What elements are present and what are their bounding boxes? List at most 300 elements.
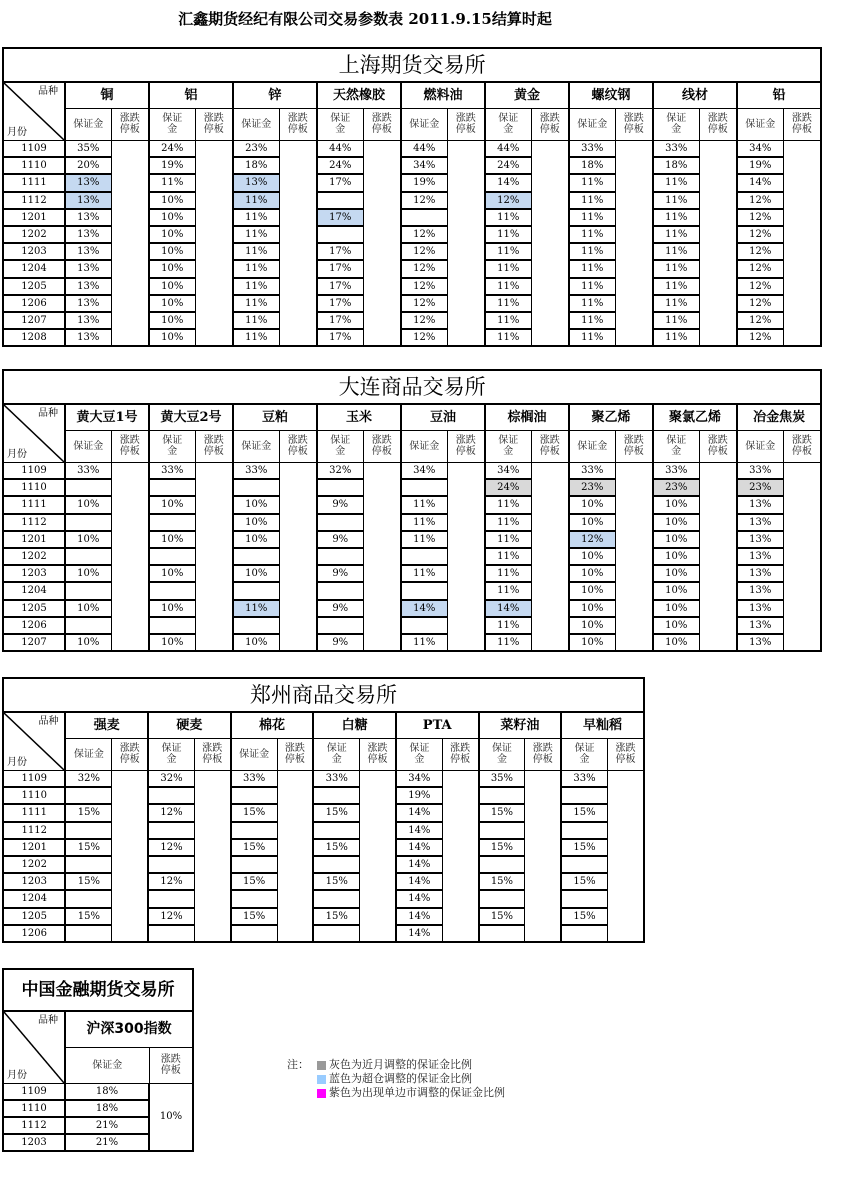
limit-cell xyxy=(783,295,821,312)
margin-cell xyxy=(65,856,111,873)
margin-cell: 14% xyxy=(737,174,783,191)
table-row xyxy=(3,565,821,582)
table-row xyxy=(3,312,821,329)
margin-cell: 10% xyxy=(569,582,615,599)
limit-cell xyxy=(112,804,148,821)
margin-cell: 15% xyxy=(231,873,277,890)
margin-cell: 19% xyxy=(396,787,442,804)
margin-cell: 12% xyxy=(401,312,447,329)
margin-cell: 11% xyxy=(569,209,615,226)
margin-header: 保证金 xyxy=(233,430,279,462)
limit-cell xyxy=(699,634,737,651)
limit-cell xyxy=(279,260,317,277)
margin-cell xyxy=(231,787,277,804)
table-row xyxy=(3,329,821,346)
margin-cell: 11% xyxy=(569,260,615,277)
limit-cell xyxy=(360,925,396,942)
limit-cell xyxy=(699,312,737,329)
margin-cell: 9% xyxy=(317,496,363,513)
limit-cell xyxy=(277,804,313,821)
month-cell: 1110 xyxy=(3,157,65,174)
margin-cell: 11% xyxy=(653,192,699,209)
limit-cell xyxy=(194,822,230,839)
limit-cell xyxy=(194,856,230,873)
product-header: 豆油 xyxy=(401,404,485,430)
limit-cell xyxy=(363,260,401,277)
limit-cell xyxy=(607,770,644,787)
table-row xyxy=(3,925,644,942)
margin-cell: 11% xyxy=(569,278,615,295)
margin-cell: 32% xyxy=(65,770,111,787)
margin-cell: 11% xyxy=(485,329,531,346)
limit-cell xyxy=(531,140,569,157)
margin-cell: 11% xyxy=(485,496,531,513)
limit-cell xyxy=(525,804,561,821)
limit-cell xyxy=(531,192,569,209)
margin-cell: 17% xyxy=(317,209,363,226)
margin-cell: 10% xyxy=(653,582,699,599)
margin-cell: 15% xyxy=(561,908,607,925)
limit-cell xyxy=(363,329,401,346)
product-header: 沪深300指数 xyxy=(65,1011,193,1047)
margin-cell: 11% xyxy=(233,312,279,329)
margin-cell xyxy=(149,479,195,496)
corner-product-label: 品种 xyxy=(38,1015,58,1026)
margin-header: 保证 金 xyxy=(653,108,699,140)
limit-header: 涨跌 停板 xyxy=(531,108,569,140)
limit-cell xyxy=(699,496,737,513)
limit-cell xyxy=(111,192,149,209)
margin-cell: 15% xyxy=(479,804,525,821)
month-cell: 1205 xyxy=(3,908,65,925)
margin-header: 保证 金 xyxy=(149,430,195,462)
limit-cell xyxy=(195,582,233,599)
margin-cell: 17% xyxy=(317,312,363,329)
limit-header: 涨跌 停板 xyxy=(112,738,148,770)
limit-cell xyxy=(360,787,396,804)
limit-cell xyxy=(447,157,485,174)
limit-cell xyxy=(277,908,313,925)
month-cell: 1204 xyxy=(3,582,65,599)
limit-cell xyxy=(615,617,653,634)
margin-cell: 12% xyxy=(401,295,447,312)
margin-cell: 11% xyxy=(401,496,447,513)
limit-header: 涨跌 停板 xyxy=(442,738,478,770)
month-cell: 1112 xyxy=(3,822,65,839)
limit-cell xyxy=(447,312,485,329)
limit-cell xyxy=(111,209,149,226)
margin-cell: 18% xyxy=(569,157,615,174)
limit-cell xyxy=(531,278,569,295)
limit-cell xyxy=(783,479,821,496)
corner-month-label: 月份 xyxy=(7,448,27,460)
limit-header: 涨跌 停板 xyxy=(195,430,233,462)
table-row xyxy=(3,908,644,925)
exchange-name: 中国金融期货交易所 xyxy=(3,969,193,1011)
margin-cell: 13% xyxy=(737,565,783,582)
limit-cell xyxy=(279,531,317,548)
margin-cell: 11% xyxy=(233,278,279,295)
product-header: 硬麦 xyxy=(148,712,231,738)
limit-cell xyxy=(111,174,149,191)
limit-cell xyxy=(699,582,737,599)
limit-cell xyxy=(447,496,485,513)
margin-cell: 10% xyxy=(149,295,195,312)
limit-cell xyxy=(277,856,313,873)
limit-cell xyxy=(363,479,401,496)
margin-cell: 10% xyxy=(653,600,699,617)
limit-cell xyxy=(615,634,653,651)
limit-cell xyxy=(112,770,148,787)
margin-cell: 11% xyxy=(569,226,615,243)
margin-cell: 11% xyxy=(485,243,531,260)
limit-header: 涨跌 停板 xyxy=(111,108,149,140)
month-cell: 1111 xyxy=(3,174,65,191)
limit-cell xyxy=(615,243,653,260)
limit-cell xyxy=(111,600,149,617)
corner-product-label: 品种 xyxy=(38,716,59,727)
margin-cell: 15% xyxy=(65,908,111,925)
limit-cell xyxy=(112,822,148,839)
limit-cell xyxy=(363,174,401,191)
margin-cell xyxy=(65,822,111,839)
limit-cell xyxy=(195,479,233,496)
margin-cell xyxy=(231,890,277,907)
limit-header: 涨跌 停板 xyxy=(615,108,653,140)
limit-cell xyxy=(615,174,653,191)
margin-cell: 13% xyxy=(65,312,111,329)
product-header: 天然橡胶 xyxy=(317,82,401,108)
table-row xyxy=(3,140,821,157)
limit-cell xyxy=(699,565,737,582)
limit-cell xyxy=(783,634,821,651)
limit-cell xyxy=(615,496,653,513)
limit-cell xyxy=(525,908,561,925)
limit-cell xyxy=(194,839,230,856)
table-row xyxy=(3,260,821,277)
product-header: 螺纹钢 xyxy=(569,82,653,108)
margin-header: 保证金 xyxy=(65,1047,149,1083)
margin-cell: 24% xyxy=(317,157,363,174)
margin-cell: 12% xyxy=(737,192,783,209)
limit-cell xyxy=(615,312,653,329)
limit-cell xyxy=(447,260,485,277)
limit-header: 涨跌 停板 xyxy=(363,108,401,140)
limit-header: 涨跌 停板 xyxy=(699,430,737,462)
limit-cell xyxy=(195,514,233,531)
limit-cell xyxy=(279,243,317,260)
limit-cell xyxy=(531,295,569,312)
margin-cell xyxy=(149,617,195,634)
limit-cell xyxy=(447,617,485,634)
margin-cell: 11% xyxy=(569,243,615,260)
margin-cell: 12% xyxy=(737,226,783,243)
limit-cell xyxy=(442,873,478,890)
margin-cell: 11% xyxy=(653,260,699,277)
limit-cell xyxy=(531,174,569,191)
limit-cell xyxy=(363,157,401,174)
limit-cell xyxy=(111,278,149,295)
limit-cell xyxy=(447,479,485,496)
limit-cell xyxy=(531,462,569,479)
margin-cell xyxy=(233,582,279,599)
limit-cell xyxy=(783,548,821,565)
margin-cell: 11% xyxy=(569,295,615,312)
month-cell: 1203 xyxy=(3,1134,65,1151)
margin-header: 保证金 xyxy=(65,430,111,462)
limit-header: 涨跌 停板 xyxy=(279,108,317,140)
margin-cell: 12% xyxy=(737,295,783,312)
limit-cell xyxy=(442,839,478,856)
limit-cell xyxy=(607,925,644,942)
margin-cell: 12% xyxy=(401,192,447,209)
limit-cell xyxy=(447,329,485,346)
limit-cell xyxy=(111,548,149,565)
limit-cell xyxy=(279,479,317,496)
limit-cell xyxy=(111,617,149,634)
margin-cell: 17% xyxy=(317,174,363,191)
margin-cell xyxy=(65,890,111,907)
table-row xyxy=(3,804,644,821)
margin-cell: 10% xyxy=(149,531,195,548)
margin-cell: 19% xyxy=(737,157,783,174)
margin-cell: 33% xyxy=(313,770,359,787)
limit-cell xyxy=(699,260,737,277)
limit-cell xyxy=(363,548,401,565)
limit-cell xyxy=(783,157,821,174)
margin-cell: 11% xyxy=(485,226,531,243)
limit-cell xyxy=(699,295,737,312)
limit-header: 涨跌 停板 xyxy=(525,738,561,770)
margin-cell: 11% xyxy=(485,634,531,651)
margin-cell: 13% xyxy=(65,278,111,295)
limit-header: 涨跌 停板 xyxy=(277,738,313,770)
limit-header: 涨跌 停板 xyxy=(699,108,737,140)
limit-header: 涨跌 停板 xyxy=(149,1047,193,1083)
limit-cell xyxy=(279,565,317,582)
margin-cell: 10% xyxy=(569,548,615,565)
table-row xyxy=(3,873,644,890)
limit-cell xyxy=(615,462,653,479)
margin-cell: 11% xyxy=(401,531,447,548)
margin-cell: 11% xyxy=(485,260,531,277)
margin-cell: 21% xyxy=(65,1134,149,1151)
limit-cell xyxy=(195,226,233,243)
margin-cell: 10% xyxy=(233,496,279,513)
limit-cell xyxy=(195,209,233,226)
margin-header: 保证金 xyxy=(233,108,279,140)
limit-cell xyxy=(525,839,561,856)
margin-cell: 12% xyxy=(737,312,783,329)
limit-cell xyxy=(615,157,653,174)
margin-cell xyxy=(149,514,195,531)
exchange-name: 上海期货交易所 xyxy=(3,48,821,82)
limit-cell xyxy=(363,582,401,599)
limit-cell xyxy=(607,822,644,839)
limit-cell xyxy=(360,908,396,925)
limit-cell xyxy=(447,462,485,479)
limit-cell xyxy=(447,600,485,617)
margin-cell: 15% xyxy=(313,804,359,821)
month-cell: 1201 xyxy=(3,531,65,548)
product-header: 玉米 xyxy=(317,404,401,430)
margin-cell: 11% xyxy=(653,329,699,346)
limit-cell xyxy=(525,925,561,942)
limit-cell xyxy=(111,260,149,277)
limit-cell xyxy=(363,312,401,329)
limit-cell xyxy=(699,174,737,191)
limit-cell xyxy=(531,600,569,617)
limit-cell xyxy=(111,157,149,174)
limit-header: 涨跌 停板 xyxy=(783,108,821,140)
margin-cell: 10% xyxy=(569,565,615,582)
limit-cell xyxy=(442,856,478,873)
product-header: 线材 xyxy=(653,82,737,108)
czce-table xyxy=(2,677,645,943)
purple-swatch-icon xyxy=(317,1089,326,1098)
margin-cell xyxy=(317,192,363,209)
limit-cell xyxy=(783,462,821,479)
exchange-name: 郑州商品交易所 xyxy=(3,678,644,712)
limit-header: 涨跌 停板 xyxy=(447,430,485,462)
margin-cell: 13% xyxy=(65,329,111,346)
margin-cell: 9% xyxy=(317,600,363,617)
limit-cell xyxy=(279,582,317,599)
limit-cell xyxy=(277,925,313,942)
margin-cell: 11% xyxy=(485,209,531,226)
margin-cell: 15% xyxy=(65,873,111,890)
margin-cell: 10% xyxy=(65,531,111,548)
limit-cell xyxy=(360,804,396,821)
table-row xyxy=(3,839,644,856)
margin-cell: 11% xyxy=(485,295,531,312)
margin-cell: 11% xyxy=(485,565,531,582)
limit-cell xyxy=(195,260,233,277)
limit-cell xyxy=(279,209,317,226)
margin-cell: 15% xyxy=(65,839,111,856)
table-row xyxy=(3,226,821,243)
margin-cell: 9% xyxy=(317,634,363,651)
month-cell: 1206 xyxy=(3,295,65,312)
limit-cell xyxy=(442,770,478,787)
limit-cell xyxy=(442,804,478,821)
margin-cell xyxy=(148,822,194,839)
margin-cell: 34% xyxy=(401,462,447,479)
margin-cell xyxy=(148,925,194,942)
margin-cell xyxy=(317,548,363,565)
margin-cell xyxy=(65,514,111,531)
limit-cell xyxy=(363,514,401,531)
limit-cell xyxy=(111,295,149,312)
margin-cell: 10% xyxy=(149,243,195,260)
margin-cell: 44% xyxy=(317,140,363,157)
month-cell: 1112 xyxy=(3,192,65,209)
margin-cell: 32% xyxy=(148,770,194,787)
margin-cell: 18% xyxy=(65,1100,149,1117)
margin-cell: 14% xyxy=(396,873,442,890)
limit-cell xyxy=(195,462,233,479)
margin-cell: 33% xyxy=(561,770,607,787)
limit-cell xyxy=(363,278,401,295)
table-row xyxy=(3,582,821,599)
margin-cell: 13% xyxy=(65,174,111,191)
dce-table xyxy=(2,369,822,652)
limit-cell xyxy=(111,582,149,599)
margin-cell: 24% xyxy=(149,140,195,157)
margin-cell: 15% xyxy=(231,839,277,856)
margin-cell: 11% xyxy=(653,312,699,329)
limit-cell xyxy=(279,548,317,565)
month-cell: 1201 xyxy=(3,839,65,856)
product-header: 黄大豆2号 xyxy=(149,404,233,430)
limit-header: 涨跌 停板 xyxy=(607,738,644,770)
limit-cell xyxy=(531,226,569,243)
margin-cell: 10% xyxy=(569,617,615,634)
limit-cell xyxy=(195,243,233,260)
limit-cell xyxy=(277,839,313,856)
margin-cell xyxy=(401,548,447,565)
month-cell: 1112 xyxy=(3,514,65,531)
margin-cell: 13% xyxy=(737,600,783,617)
margin-cell xyxy=(479,856,525,873)
corner-header xyxy=(3,404,65,462)
limit-cell xyxy=(447,140,485,157)
margin-cell: 13% xyxy=(737,582,783,599)
limit-cell xyxy=(699,329,737,346)
limit-cell xyxy=(615,548,653,565)
margin-cell: 14% xyxy=(396,925,442,942)
limit-cell xyxy=(783,531,821,548)
margin-header: 保证 金 xyxy=(479,738,525,770)
limit-header: 涨跌 停板 xyxy=(615,430,653,462)
table-row xyxy=(3,617,821,634)
margin-cell: 14% xyxy=(396,804,442,821)
margin-cell xyxy=(233,479,279,496)
limit-cell xyxy=(615,192,653,209)
limit-cell xyxy=(615,209,653,226)
note-text: 蓝色为超仓调整的保证金比例 xyxy=(329,1072,472,1085)
limit-cell xyxy=(783,140,821,157)
margin-cell: 10% xyxy=(149,496,195,513)
margin-cell xyxy=(65,548,111,565)
product-header: 冶金焦炭 xyxy=(737,404,821,430)
limit-cell xyxy=(447,278,485,295)
legend-notes xyxy=(287,1058,505,1100)
limit-cell xyxy=(699,514,737,531)
margin-cell: 11% xyxy=(653,243,699,260)
limit-cell xyxy=(783,514,821,531)
month-cell: 1207 xyxy=(3,312,65,329)
limit-cell xyxy=(531,260,569,277)
limit-cell xyxy=(111,329,149,346)
limit-cell xyxy=(783,209,821,226)
limit-cell xyxy=(447,243,485,260)
limit-cell xyxy=(194,804,230,821)
blue-swatch-icon xyxy=(317,1075,326,1084)
margin-cell: 15% xyxy=(561,804,607,821)
limit-cell xyxy=(615,514,653,531)
month-cell: 1110 xyxy=(3,787,65,804)
limit-cell xyxy=(607,908,644,925)
margin-cell: 10% xyxy=(65,600,111,617)
limit-cell xyxy=(195,329,233,346)
margin-cell xyxy=(313,787,359,804)
margin-cell: 13% xyxy=(65,260,111,277)
margin-cell: 13% xyxy=(737,531,783,548)
note-text: 紫色为出现单边市调整的保证金比例 xyxy=(329,1086,505,1099)
margin-cell xyxy=(313,856,359,873)
margin-cell: 11% xyxy=(653,209,699,226)
